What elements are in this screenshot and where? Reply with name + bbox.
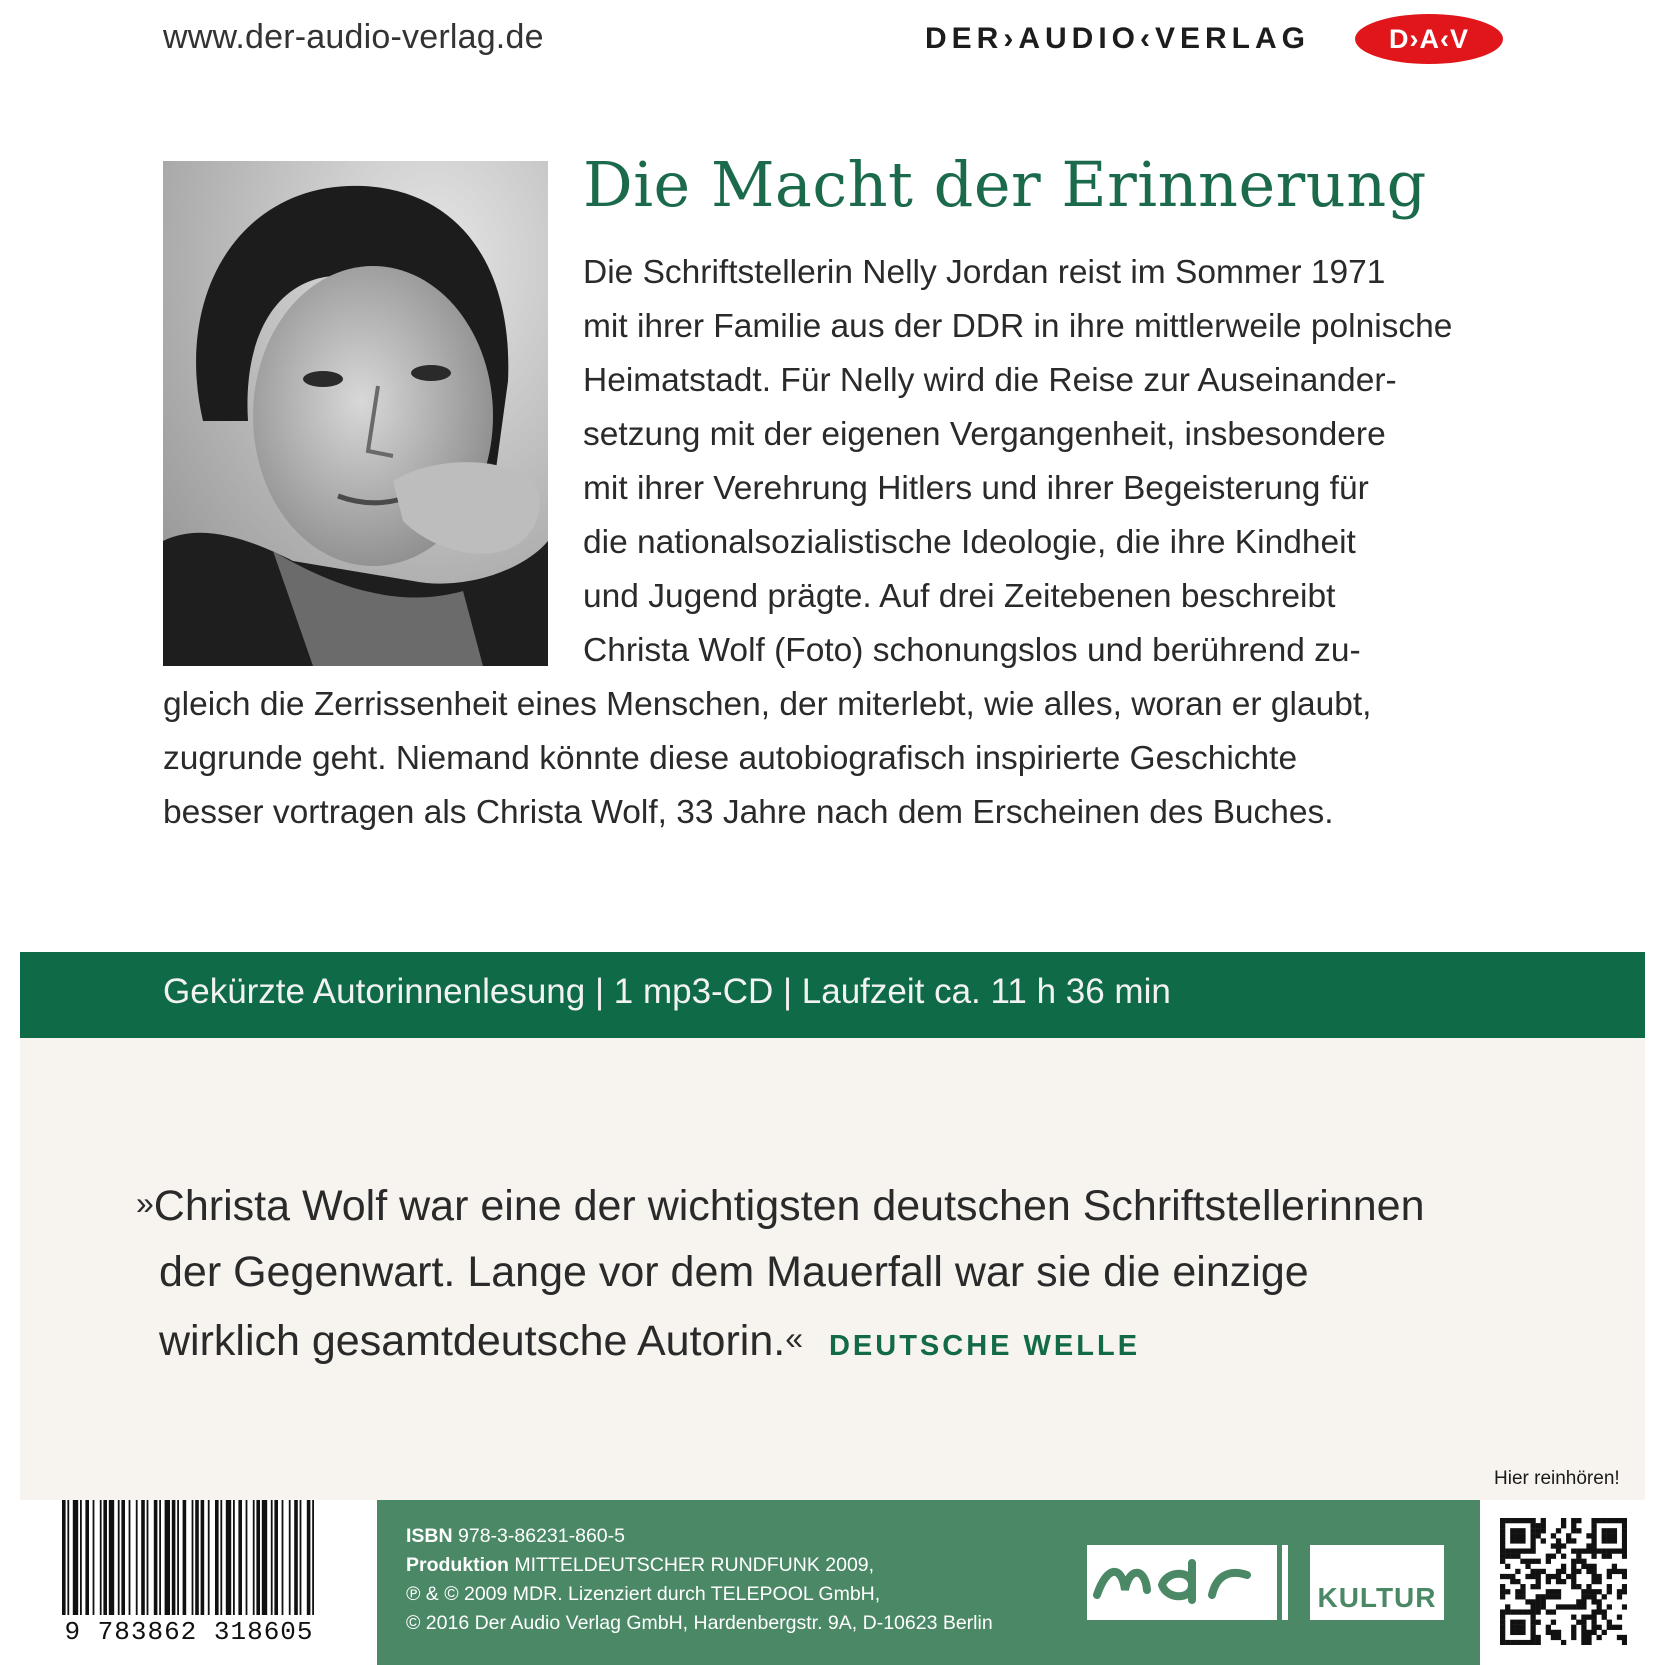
open-quote-mark: » <box>136 1185 154 1221</box>
product-details: Gekürzte Autorinnenlesung | 1 mp3-CD | Laufzeit ca. 11 h 36 min <box>163 972 1171 1011</box>
production-value: MITTELDEUTSCHER RUNDFUNK 2009, <box>514 1554 875 1576</box>
production-label: Produktion <box>406 1554 509 1576</box>
mdr-logo <box>1087 1545 1277 1620</box>
kultur-logo: KULTUR <box>1310 1545 1444 1620</box>
description-line: besser vortragen als Christa Wolf, 33 Jahre nach dem Erscheinen des Buches. <box>163 794 1334 831</box>
portrait-photo <box>163 161 548 666</box>
description-line: Die Schriftstellerin Nelly Jordan reist im Sommer 1971 <box>583 254 1386 291</box>
listen-hint: Hier reinhören! <box>1494 1468 1620 1489</box>
copyright-line: ℗ & © 2009 MDR. Lizenziert durch TELEPOOL GmbH, <box>406 1583 881 1605</box>
description-line: zugrunde geht. Niemand könnte diese autobiografisch inspirierte Geschichte <box>163 740 1298 777</box>
quote-source: DEUTSCHE WELLE <box>828 1330 1141 1362</box>
description-line: gleich die Zerrissenheit eines Menschen, der miterlebt, wie alles, woran er glaubt, <box>163 686 1372 723</box>
description-full-width <box>163 678 1371 840</box>
production-info <box>406 1522 993 1638</box>
description-line: die nationalsozialistische Ideologie, die ihre Kindheit <box>583 524 1356 561</box>
description-line: setzung mit der eigenen Vergangenheit, insbesondere <box>583 416 1386 453</box>
copyright-line: © 2016 Der Audio Verlag GmbH, Hardenbergstr. 9A, D-10623 Berlin <box>406 1612 993 1634</box>
book-title: Die Macht der Erinnerung <box>583 148 1427 221</box>
logo-divider <box>1282 1545 1288 1620</box>
press-quote <box>136 1170 1425 1379</box>
description-right-column <box>583 246 1452 678</box>
qr-code-icon[interactable] <box>1500 1518 1627 1645</box>
quote-line: der Gegenwart. Lange vor dem Mauerfall war sie die einzige <box>159 1248 1309 1296</box>
website-url[interactable]: www.der-audio-verlag.de <box>163 18 544 56</box>
description-line: Christa Wolf (Foto) schonungslos und berührend zu- <box>583 632 1361 669</box>
description-line: Heimatstadt. Für Nelly wird die Reise zur Auseinander- <box>583 362 1397 399</box>
description-line: und Jugend prägte. Auf drei Zeitebenen beschreibt <box>583 578 1336 615</box>
quote-line: Christa Wolf war eine der wichtigsten deutschen Schriftstellerinnen <box>153 1182 1425 1230</box>
barcode-number: 9 783862 318605 <box>64 1617 314 1647</box>
publisher-name: DER›AUDIO‹VERLAG <box>925 22 1310 55</box>
close-quote-mark: « <box>785 1320 803 1356</box>
dav-logo: D›A‹V <box>1355 14 1503 64</box>
isbn-value: 978-3-86231-860-5 <box>458 1525 625 1547</box>
description-line: mit ihrer Familie aus der DDR in ihre mittlerweile polnische <box>583 308 1453 345</box>
isbn-label: ISBN <box>406 1525 453 1547</box>
quote-line: wirklich gesamtdeutsche Autorin. <box>159 1317 786 1365</box>
barcode-bars <box>58 1500 320 1615</box>
description-line: mit ihrer Verehrung Hitlers und ihrer Begeisterung für <box>583 470 1369 507</box>
